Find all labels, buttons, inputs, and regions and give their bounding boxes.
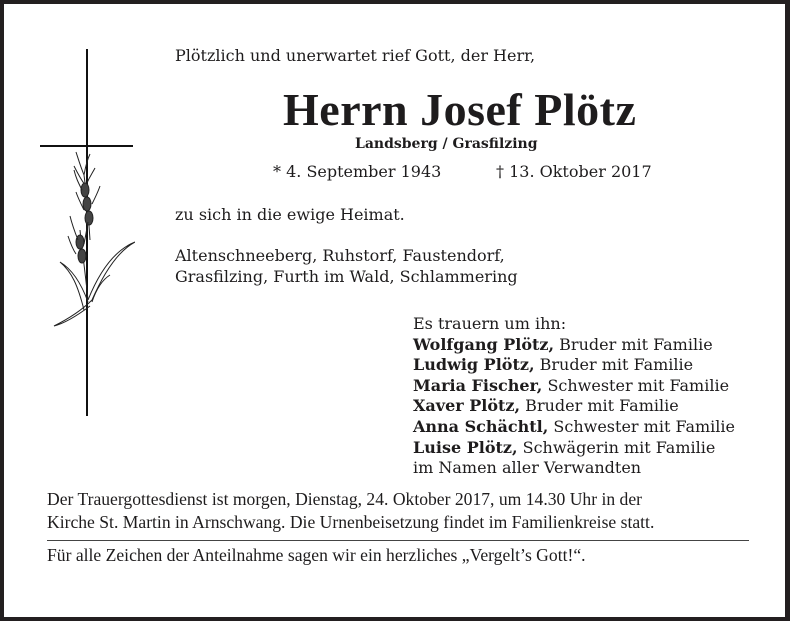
places-line-1: Altenschneeberg, Ruhstorf, Faustendorf, [175, 246, 505, 265]
death-date: † 13. Oktober 2017 [496, 162, 652, 181]
mourner-item [413, 437, 735, 458]
cross-horizontal-bar [40, 145, 133, 147]
mourners-heading: Es trauern um ihn: [413, 314, 567, 333]
thanks-text: Für alle Zeichen der Anteilnahme sagen wir ein herzliches „Vergelt’s Gott!“. [47, 545, 586, 565]
mourner-name: Maria Fischer, [413, 375, 543, 395]
divider [47, 540, 749, 541]
mourner-item [413, 354, 735, 375]
intro-text: Plötzlich und unerwartet rief Gott, der Herr, [175, 46, 536, 65]
mourner-relation: Schwester mit Familie [542, 375, 730, 395]
birth-date: * 4. September 1943 [273, 162, 442, 181]
mourner-name: Luise Plötz, [413, 437, 518, 457]
mourner-name: Wolfgang Plötz, [413, 334, 555, 354]
heimat-text: zu sich in die ewige Heimat. [175, 205, 405, 224]
mourner-item [413, 395, 735, 416]
mourners-list [413, 313, 735, 478]
places-list [175, 245, 518, 287]
deceased-name: Herrn Josef Plötz [283, 84, 637, 135]
mourner-name: Ludwig Plötz, [413, 355, 535, 375]
service-line-1: Der Trauergottesdienst ist morgen, Dienstag, 24. Oktober 2017, um 14.30 Uhr in der [47, 489, 643, 509]
mourner-name: Anna Schächtl, [413, 416, 549, 436]
mourner-relation: Bruder mit Familie [520, 396, 679, 416]
wheat-ears-icon [40, 150, 135, 330]
mourner-relation: Bruder mit Familie [554, 334, 713, 354]
mourners-footer: im Namen aller Verwandten [413, 458, 642, 478]
mourner-name: Xaver Plötz, [413, 396, 521, 416]
mourner-item [413, 416, 735, 437]
places-line-2: Grasfilzing, Furth im Wald, Schlammering [175, 267, 518, 286]
deceased-place: Landsberg / Grasfilzing [355, 136, 538, 152]
service-info [47, 488, 654, 534]
mourner-item [413, 375, 735, 396]
mourner-item [413, 334, 735, 355]
mourner-relation: Schwägerin mit Familie [517, 437, 716, 457]
mourner-relation: Bruder mit Familie [534, 355, 694, 375]
service-line-2: Kirche St. Martin in Arnschwang. Die Urnenbeisetzung findet im Familienkreise statt. [47, 512, 655, 532]
mourner-relation: Schwester mit Familie [548, 416, 735, 436]
